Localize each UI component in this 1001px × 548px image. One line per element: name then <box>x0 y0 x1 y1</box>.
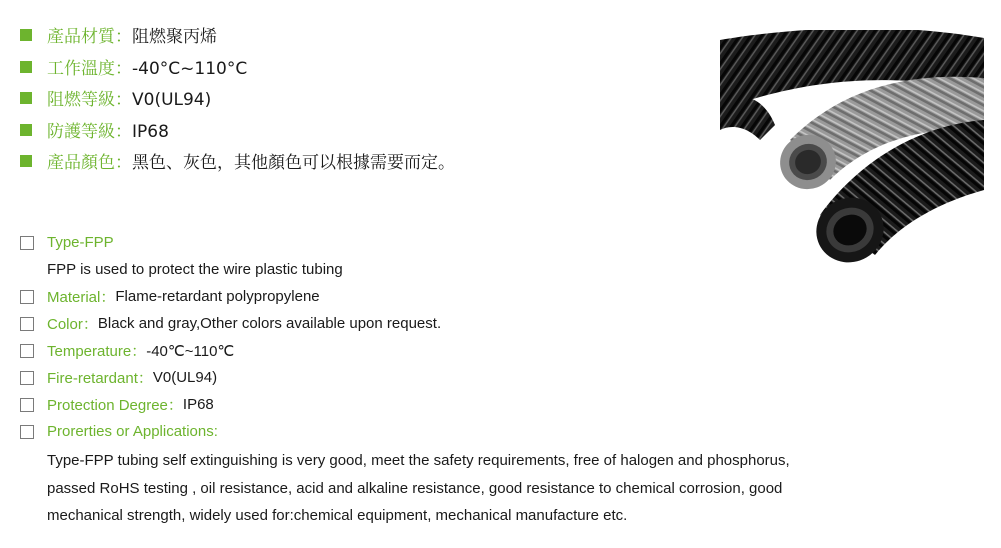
spec-value: -40°C~110°C <box>132 58 248 79</box>
spec-row-flame-rating-cn <box>20 89 680 121</box>
checkbox-bullet-icon <box>20 398 34 412</box>
spec-row-material <box>20 283 980 310</box>
spec-label: 阻燃等級： <box>47 90 132 110</box>
spec-value: 阻燃聚丙烯 <box>132 27 217 47</box>
checkbox-bullet-icon <box>20 290 34 304</box>
color-label: Color： <box>47 316 98 333</box>
material-label: Material： <box>47 289 116 306</box>
square-bullet-icon <box>20 29 32 41</box>
spec-label: 產品材質： <box>47 27 132 47</box>
properties-label: Prorerties or Applications: <box>47 423 218 440</box>
checkbox-bullet-icon <box>20 317 34 331</box>
paragraph-line: mechanical strength, widely used for:chemical equipment, mechanical manufacture etc. <box>47 507 628 524</box>
spec-row-fire-retardant <box>20 364 980 391</box>
square-bullet-icon <box>20 124 32 136</box>
spec-row-temperature-cn <box>20 58 680 90</box>
spec-row-color <box>20 310 980 337</box>
paragraph-line: passed RoHS testing , oil resistance, acid and alkaline resistance, good resistance to chemical corrosion, good <box>47 479 783 497</box>
spec-row-material-cn <box>20 26 680 58</box>
fire-retardant-label: Fire-retardant： <box>47 370 153 387</box>
spec-row-protection-cn <box>20 121 680 153</box>
spec-row-color-cn <box>20 152 680 184</box>
checkbox-bullet-icon <box>20 371 34 385</box>
type-label: Type-FPP <box>47 234 114 251</box>
spec-row-type <box>20 229 980 256</box>
spec-row-protection <box>20 391 980 418</box>
spec-label: 防護等級： <box>47 121 132 142</box>
material-value: Flame-retardant polypropylene <box>115 288 320 305</box>
checkbox-bullet-icon <box>20 425 34 439</box>
fire-retardant-value: V0(UL94) <box>152 369 218 386</box>
spec-value: IP68 <box>132 121 169 142</box>
protection-value: IP68 <box>182 396 214 413</box>
square-bullet-icon <box>20 92 32 104</box>
color-value: Black and gray,Other colors available upon request. <box>97 315 442 332</box>
checkbox-bullet-icon <box>20 344 34 358</box>
spec-value: 黑色、灰色，其他顏色可以根據需要而定。 <box>132 153 455 173</box>
chinese-spec-list <box>20 26 680 184</box>
spec-value: V0(UL94) <box>132 90 212 110</box>
spec-label: 工作溫度： <box>47 58 132 79</box>
square-bullet-icon <box>20 61 32 73</box>
spec-row-temperature <box>20 337 980 364</box>
spec-label: 產品顏色： <box>47 153 132 173</box>
square-bullet-icon <box>20 155 32 167</box>
temperature-value: -40℃~110℃ <box>146 342 235 360</box>
english-spec-list <box>20 229 980 530</box>
protection-label: Protection Degree： <box>47 397 183 414</box>
spec-row-properties <box>20 418 980 445</box>
temperature-label: Temperature： <box>47 343 147 360</box>
checkbox-bullet-icon <box>20 236 34 250</box>
paragraph-line: Type-FPP tubing self extinguishing is very good, meet the safety requirements, free of halogen and phosphorus, <box>47 452 790 469</box>
properties-paragraph <box>47 447 980 530</box>
type-description: FPP is used to protect the wire plastic tubing <box>47 261 343 278</box>
